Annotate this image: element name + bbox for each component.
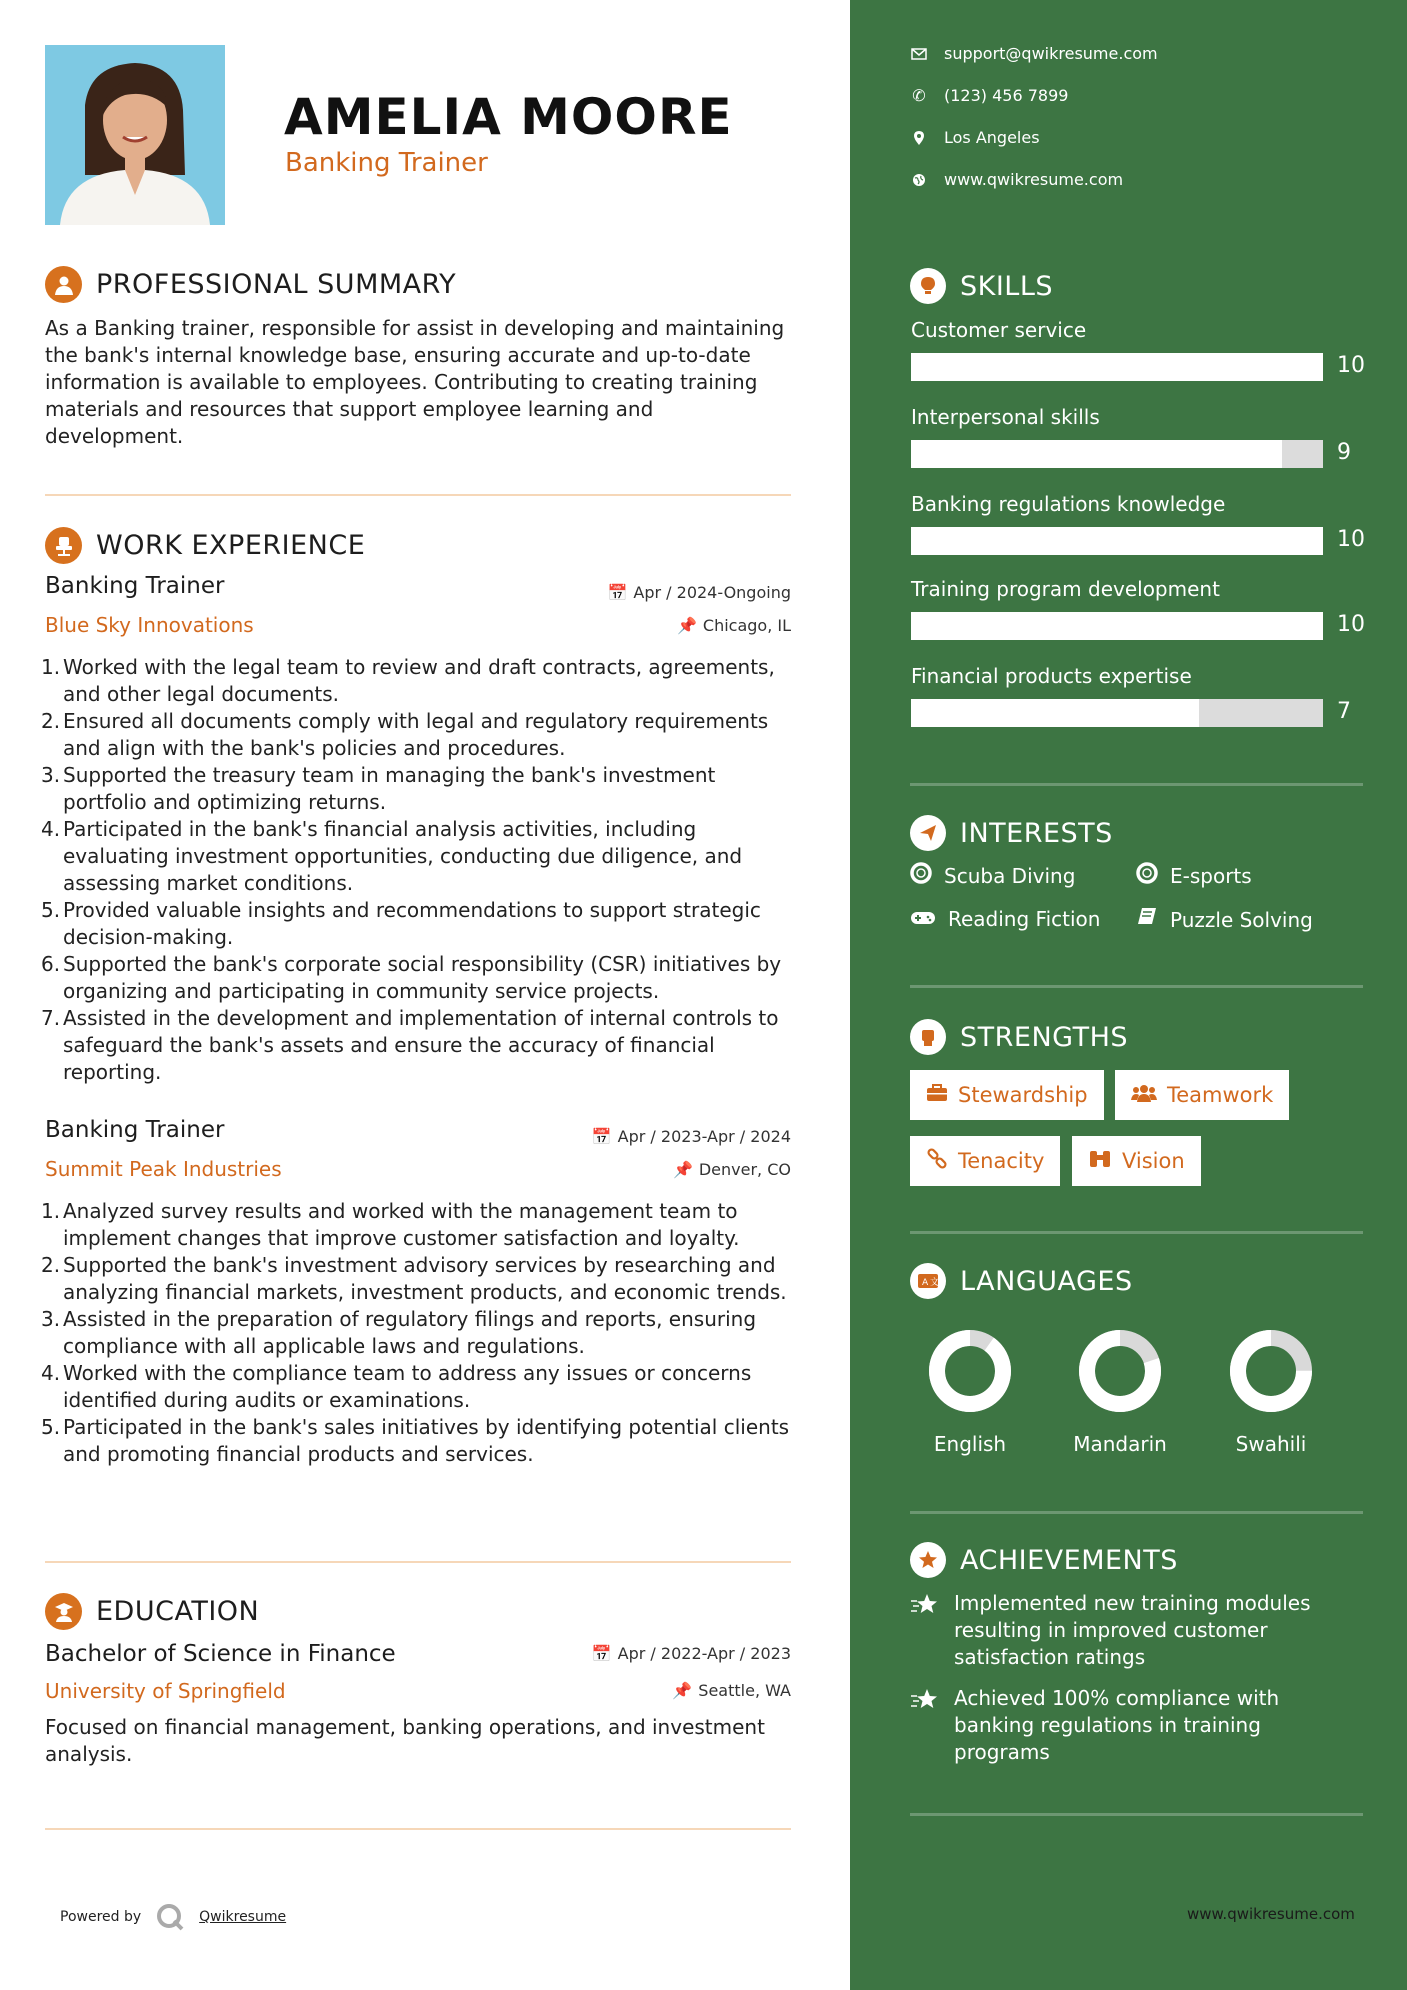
- list-item: 1. Worked with the legal team to review and draft contracts, agreements, and other legal documents.: [41, 655, 775, 706]
- education-location: 📌 Seattle, WA: [672, 1681, 791, 1700]
- skill-name: Training program development: [911, 577, 1220, 601]
- language-item: [1221, 1328, 1321, 1456]
- pin-icon: 📌: [672, 1160, 693, 1179]
- link-icon: [926, 1148, 948, 1175]
- divider: [45, 1828, 791, 1830]
- strength-badge: Stewardship: [910, 1070, 1104, 1120]
- list-item: 2. Supported the bank's investment advisory services by researching and analyzing financial markets, investment products, and economic trends.: [41, 1253, 787, 1304]
- fist-icon: [910, 1019, 946, 1055]
- footer-website[interactable]: www.qwikresume.com: [1187, 1905, 1355, 1923]
- strength-badge: Tenacity: [910, 1136, 1060, 1186]
- briefcase-icon: [926, 1083, 948, 1107]
- phone-icon: ✆: [912, 86, 926, 105]
- skill-bar-fill: [911, 353, 1323, 381]
- skill-score: 9: [1337, 440, 1351, 465]
- strengths-heading: [910, 1019, 1128, 1055]
- pin-icon: 📌: [672, 1681, 693, 1700]
- list-item: 5. Participated in the bank's sales initiatives by identifying potential clients and promoting financial products and services.: [41, 1415, 790, 1466]
- divider: [910, 783, 1363, 786]
- interest-item: Reading Fiction: [910, 907, 1100, 931]
- list-item: 7. Assisted in the development and implementation of internal controls to safeguard the bank's assets and ensure the accuracy of financial reporting.: [41, 1006, 779, 1084]
- list-item: 1. Analyzed survey results and worked with the management team to implement changes that improve customer satisfaction and loyalty.: [41, 1199, 740, 1250]
- education-date: 📅 Apr / 2022-Apr / 2023: [591, 1644, 791, 1663]
- job-date: 📅 Apr / 2024-Ongoing: [607, 583, 791, 602]
- calendar-icon: 📅: [591, 1127, 612, 1146]
- graduate-icon: [45, 1593, 82, 1630]
- interest-item: Scuba Diving: [910, 862, 1075, 889]
- svg-text:A: A: [922, 1278, 929, 1288]
- strength-badge: Teamwork: [1115, 1070, 1289, 1120]
- strengths-title: STRENGTHS: [960, 1021, 1129, 1053]
- briefcase-chair-icon: [45, 527, 82, 564]
- powered-by: Powered by Qwikresume: [60, 1902, 286, 1932]
- experience-title: WORK EXPERIENCE: [96, 530, 366, 561]
- skill-name: Interpersonal skills: [911, 405, 1100, 429]
- skill-bar-fill: [911, 699, 1199, 727]
- users-icon: [1131, 1083, 1157, 1107]
- skill-name: Banking regulations knowledge: [911, 492, 1226, 516]
- skills-title: SKILLS: [960, 270, 1054, 302]
- list-item: 4. Worked with the compliance team to address any issues or concerns identified during audits or examinations.: [41, 1361, 752, 1412]
- education-heading: [45, 1593, 259, 1630]
- language-name: English: [933, 1432, 1007, 1456]
- job-company: Blue Sky Innovations: [45, 613, 254, 637]
- calendar-icon: 📅: [591, 1644, 612, 1663]
- skill-name: Customer service: [911, 318, 1087, 342]
- skill-bar: [911, 612, 1323, 640]
- school: University of Springfield: [45, 1679, 286, 1703]
- binoculars-icon: [1088, 1149, 1112, 1174]
- profile-photo: [45, 45, 225, 225]
- degree: Bachelor of Science in Finance: [45, 1641, 396, 1667]
- calendar-icon: 📅: [607, 583, 628, 602]
- language-donut: [1228, 1328, 1314, 1414]
- brand-link[interactable]: Qwikresume: [199, 1909, 287, 1925]
- skill-score: 7: [1337, 699, 1351, 724]
- skill-bar: [911, 353, 1323, 381]
- language-level-arc: [937, 1338, 1003, 1404]
- user-icon: [45, 266, 82, 303]
- envelope-icon: [910, 45, 928, 63]
- experience-heading: [45, 527, 365, 564]
- interests-heading: [910, 815, 1113, 851]
- summary-heading: [45, 266, 456, 303]
- divider: [910, 1231, 1363, 1234]
- skill-score: 10: [1337, 527, 1365, 552]
- map-marker-icon: [910, 129, 928, 147]
- lightbulb-icon: [910, 268, 946, 304]
- interest-item: E-sports: [1136, 862, 1252, 889]
- language-donut: [927, 1328, 1013, 1414]
- life-ring-icon: [910, 862, 932, 889]
- skill-bar-fill: [911, 612, 1323, 640]
- translate-icon: [910, 1263, 946, 1299]
- summary-text: As a Banking trainer, responsible for assist in developing and maintaining the bank's internal knowledge base, ensuring accurate and up-to-date information is available to employees. Contributing to creating training materials and resources that support employee learning and development.: [45, 316, 785, 448]
- contact-location: Los Angeles: [910, 128, 1040, 147]
- pin-icon: 📌: [676, 616, 697, 635]
- life-ring-icon: [1136, 862, 1158, 889]
- achievements-heading: [910, 1542, 1178, 1578]
- candidate-role: Banking Trainer: [285, 148, 488, 178]
- job-location: 📌 Denver, CO: [672, 1160, 791, 1179]
- language-donut: [1077, 1328, 1163, 1414]
- star-icon: [910, 1590, 942, 1671]
- job-duties: [41, 1198, 805, 1468]
- job-company: Summit Peak Industries: [45, 1157, 282, 1181]
- skill-bar: [911, 440, 1323, 468]
- book-icon: [1136, 907, 1158, 932]
- language-name: Mandarin: [1073, 1432, 1167, 1456]
- job-title: Banking Trainer: [45, 573, 225, 599]
- education-description: Focused on financial management, banking operations, and investment analysis.: [45, 1715, 765, 1766]
- language-name: Swahili: [1235, 1432, 1307, 1456]
- achievement-item: Implemented new training modules resulting in improved customer satisfaction ratings: [910, 1590, 1350, 1671]
- skill-bar: [911, 699, 1323, 727]
- job-duties: [41, 654, 805, 1086]
- list-item: 3. Assisted in the preparation of regulatory filings and reports, ensuring compliance with all applicable laws and regulations.: [41, 1307, 757, 1358]
- contact-website[interactable]: www.qwikresume.com: [910, 170, 1123, 189]
- divider: [910, 1813, 1363, 1816]
- education-title: EDUCATION: [96, 1596, 260, 1627]
- divider: [45, 494, 791, 496]
- globe-icon: [910, 171, 928, 189]
- skill-score: 10: [1337, 353, 1365, 378]
- paper-plane-icon: [910, 815, 946, 851]
- contact-email[interactable]: support@qwikresume.com: [910, 44, 1158, 63]
- languages-title: LANGUAGES: [960, 1265, 1133, 1297]
- divider: [45, 1561, 791, 1563]
- summary-title: PROFESSIONAL SUMMARY: [96, 269, 457, 300]
- skill-bar-fill: [911, 527, 1323, 555]
- skills-heading: [910, 268, 1053, 304]
- qwikresume-logo-icon: [155, 1902, 185, 1932]
- list-item: 5. Provided valuable insights and recommendations to support strategic decision-making.: [41, 898, 761, 949]
- star-badge-icon: [910, 1542, 946, 1578]
- strength-badge: Vision: [1072, 1136, 1201, 1186]
- list-item: 4. Participated in the bank's financial analysis activities, including evaluating investment opportunities, conducting due diligence, and assessing market conditions.: [41, 817, 743, 895]
- list-item: 6. Supported the bank's corporate social responsibility (CSR) initiatives by organizing and participating in community service projects.: [41, 952, 782, 1003]
- candidate-name: AMELIA MOORE: [284, 88, 733, 146]
- job-location: 📌 Chicago, IL: [676, 616, 791, 635]
- list-item: 3. Supported the treasury team in managing the bank's investment portfolio and optimizing returns.: [41, 763, 716, 814]
- gamepad-icon: [910, 907, 936, 931]
- interests-title: INTERESTS: [960, 817, 1113, 849]
- divider: [910, 985, 1363, 988]
- achievements-title: ACHIEVEMENTS: [960, 1544, 1178, 1576]
- skill-bar-fill: [911, 440, 1282, 468]
- language-item: [1070, 1328, 1170, 1456]
- divider: [910, 1511, 1363, 1514]
- skill-score: 10: [1337, 612, 1365, 637]
- job-title: Banking Trainer: [45, 1117, 225, 1143]
- language-item: [920, 1328, 1020, 1456]
- skill-bar: [911, 527, 1323, 555]
- job-date: 📅 Apr / 2023-Apr / 2024: [591, 1127, 791, 1146]
- skill-name: Financial products expertise: [911, 664, 1192, 688]
- contact-phone[interactable]: ✆ (123) 456 7899: [910, 86, 1068, 105]
- svg-text:文: 文: [930, 1278, 939, 1288]
- languages-heading: [910, 1263, 1133, 1299]
- interest-item: Puzzle Solving: [1136, 907, 1313, 932]
- achievement-item: Achieved 100% compliance with banking regulations in training programs: [910, 1685, 1350, 1766]
- list-item: 2. Ensured all documents comply with legal and regulatory requirements and align with the bank's policies and procedures.: [41, 709, 769, 760]
- star-icon: [910, 1685, 942, 1766]
